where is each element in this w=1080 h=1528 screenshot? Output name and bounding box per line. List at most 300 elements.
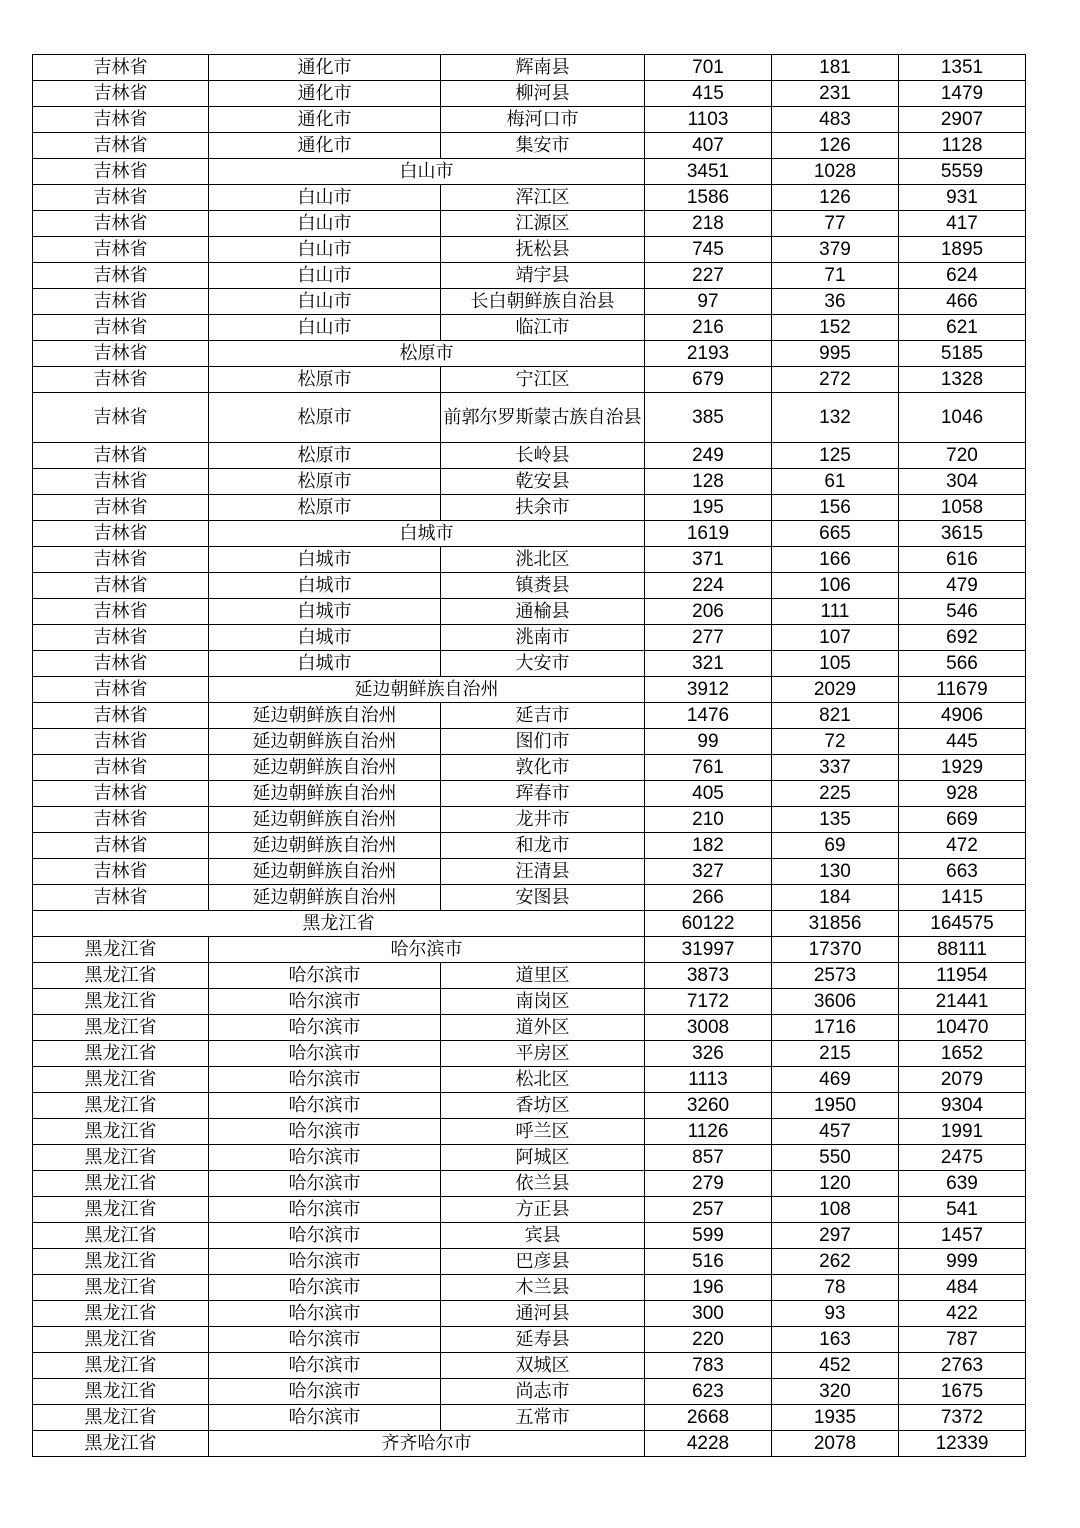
table-row (33, 677, 1026, 703)
province-cell: 吉林省 (33, 55, 209, 81)
value-cell-3: 931 (899, 185, 1026, 211)
value-cell-1: 210 (645, 807, 772, 833)
province-cell: 吉林省 (33, 107, 209, 133)
city-cell: 白山市 (209, 237, 441, 263)
province-cell: 黑龙江省 (33, 1093, 209, 1119)
table-row (33, 1067, 1026, 1093)
province-cell: 吉林省 (33, 237, 209, 263)
province-cell: 黑龙江省 (33, 937, 209, 963)
value-cell-1: 60122 (645, 911, 772, 937)
county-cell: 安图县 (441, 885, 645, 911)
value-cell-1: 97 (645, 289, 772, 315)
value-cell-3: 787 (899, 1327, 1026, 1353)
province-cell: 吉林省 (33, 289, 209, 315)
value-cell-3: 541 (899, 1197, 1026, 1223)
value-cell-3: 466 (899, 289, 1026, 315)
value-cell-3: 3615 (899, 521, 1026, 547)
county-cell: 柳河县 (441, 81, 645, 107)
table-row (33, 963, 1026, 989)
value-cell-3: 5185 (899, 341, 1026, 367)
value-cell-2: 215 (772, 1041, 899, 1067)
value-cell-2: 135 (772, 807, 899, 833)
value-cell-2: 71 (772, 263, 899, 289)
city-cell: 通化市 (209, 107, 441, 133)
table-row (33, 1197, 1026, 1223)
table-row (33, 547, 1026, 573)
statistics-table (32, 54, 1026, 1457)
city-cell: 延边朝鲜族自治州 (209, 703, 441, 729)
city-cell: 哈尔滨市 (209, 1275, 441, 1301)
value-cell-1: 279 (645, 1171, 772, 1197)
value-cell-3: 669 (899, 807, 1026, 833)
value-cell-1: 224 (645, 573, 772, 599)
value-cell-1: 1476 (645, 703, 772, 729)
province-cell: 吉林省 (33, 367, 209, 393)
province-cell: 吉林省 (33, 393, 209, 443)
county-cell: 呼兰区 (441, 1119, 645, 1145)
value-cell-2: 120 (772, 1171, 899, 1197)
value-cell-1: 206 (645, 599, 772, 625)
county-cell: 乾安县 (441, 469, 645, 495)
value-cell-2: 125 (772, 443, 899, 469)
table-row (33, 1249, 1026, 1275)
value-cell-3: 472 (899, 833, 1026, 859)
value-cell-2: 78 (772, 1275, 899, 1301)
province-cell: 吉林省 (33, 315, 209, 341)
city-cell: 延边朝鲜族自治州 (209, 781, 441, 807)
city-cell: 延边朝鲜族自治州 (209, 885, 441, 911)
value-cell-1: 516 (645, 1249, 772, 1275)
county-cell: 汪清县 (441, 859, 645, 885)
value-cell-1: 3260 (645, 1093, 772, 1119)
county-cell: 道外区 (441, 1015, 645, 1041)
value-cell-2: 272 (772, 367, 899, 393)
value-cell-3: 1652 (899, 1041, 1026, 1067)
city-cell: 哈尔滨市 (209, 1405, 441, 1431)
value-cell-1: 7172 (645, 989, 772, 1015)
county-cell: 江源区 (441, 211, 645, 237)
city-cell: 通化市 (209, 133, 441, 159)
city-cell: 哈尔滨市 (209, 1197, 441, 1223)
value-cell-2: 108 (772, 1197, 899, 1223)
value-cell-3: 164575 (899, 911, 1026, 937)
value-cell-2: 111 (772, 599, 899, 625)
value-cell-3: 2079 (899, 1067, 1026, 1093)
value-cell-1: 679 (645, 367, 772, 393)
city-total-cell: 白城市 (209, 521, 645, 547)
province-cell: 吉林省 (33, 159, 209, 185)
province-cell: 黑龙江省 (33, 1301, 209, 1327)
value-cell-2: 163 (772, 1327, 899, 1353)
value-cell-1: 277 (645, 625, 772, 651)
value-cell-1: 1126 (645, 1119, 772, 1145)
value-cell-3: 11679 (899, 677, 1026, 703)
table-row (33, 599, 1026, 625)
city-total-cell: 齐齐哈尔市 (209, 1431, 645, 1457)
value-cell-3: 720 (899, 443, 1026, 469)
province-cell: 吉林省 (33, 781, 209, 807)
value-cell-2: 1950 (772, 1093, 899, 1119)
value-cell-1: 2193 (645, 341, 772, 367)
city-cell: 哈尔滨市 (209, 1015, 441, 1041)
province-cell: 吉林省 (33, 443, 209, 469)
value-cell-1: 321 (645, 651, 772, 677)
value-cell-3: 639 (899, 1171, 1026, 1197)
county-cell: 平房区 (441, 1041, 645, 1067)
county-cell: 五常市 (441, 1405, 645, 1431)
city-cell: 延边朝鲜族自治州 (209, 807, 441, 833)
table-row (33, 1275, 1026, 1301)
table-row (33, 107, 1026, 133)
city-cell: 松原市 (209, 495, 441, 521)
county-cell: 双城区 (441, 1353, 645, 1379)
table-row (33, 393, 1026, 443)
value-cell-1: 99 (645, 729, 772, 755)
province-cell: 吉林省 (33, 81, 209, 107)
table-row (33, 211, 1026, 237)
county-cell: 临江市 (441, 315, 645, 341)
table-row (33, 1431, 1026, 1457)
province-cell: 黑龙江省 (33, 1379, 209, 1405)
province-cell: 黑龙江省 (33, 1223, 209, 1249)
value-cell-3: 10470 (899, 1015, 1026, 1041)
value-cell-3: 692 (899, 625, 1026, 651)
province-cell: 吉林省 (33, 703, 209, 729)
value-cell-1: 327 (645, 859, 772, 885)
city-total-cell: 松原市 (209, 341, 645, 367)
city-cell: 白城市 (209, 651, 441, 677)
table-row (33, 367, 1026, 393)
city-cell: 通化市 (209, 55, 441, 81)
value-cell-2: 469 (772, 1067, 899, 1093)
table-row (33, 159, 1026, 185)
value-cell-2: 72 (772, 729, 899, 755)
province-cell: 吉林省 (33, 651, 209, 677)
value-cell-2: 665 (772, 521, 899, 547)
province-cell: 黑龙江省 (33, 1145, 209, 1171)
province-cell: 吉林省 (33, 185, 209, 211)
province-cell: 黑龙江省 (33, 1353, 209, 1379)
county-cell: 龙井市 (441, 807, 645, 833)
city-cell: 白山市 (209, 315, 441, 341)
value-cell-1: 128 (645, 469, 772, 495)
table-row (33, 1145, 1026, 1171)
table-row (33, 55, 1026, 81)
value-cell-1: 371 (645, 547, 772, 573)
value-cell-1: 196 (645, 1275, 772, 1301)
value-cell-3: 88111 (899, 937, 1026, 963)
city-cell: 松原市 (209, 469, 441, 495)
value-cell-3: 12339 (899, 1431, 1026, 1457)
county-cell: 依兰县 (441, 1171, 645, 1197)
province-cell: 黑龙江省 (33, 989, 209, 1015)
table-row (33, 1405, 1026, 1431)
county-cell: 靖宇县 (441, 263, 645, 289)
table-row (33, 703, 1026, 729)
table-row (33, 469, 1026, 495)
value-cell-3: 21441 (899, 989, 1026, 1015)
value-cell-1: 3451 (645, 159, 772, 185)
table-row (33, 1171, 1026, 1197)
value-cell-2: 821 (772, 703, 899, 729)
value-cell-1: 227 (645, 263, 772, 289)
value-cell-3: 566 (899, 651, 1026, 677)
table-row (33, 755, 1026, 781)
value-cell-1: 599 (645, 1223, 772, 1249)
value-cell-2: 93 (772, 1301, 899, 1327)
city-cell: 延边朝鲜族自治州 (209, 859, 441, 885)
table-row (33, 521, 1026, 547)
value-cell-2: 379 (772, 237, 899, 263)
value-cell-3: 1058 (899, 495, 1026, 521)
value-cell-2: 337 (772, 755, 899, 781)
county-cell: 图们市 (441, 729, 645, 755)
value-cell-1: 761 (645, 755, 772, 781)
city-cell: 哈尔滨市 (209, 1041, 441, 1067)
county-cell: 长岭县 (441, 443, 645, 469)
value-cell-1: 2668 (645, 1405, 772, 1431)
county-cell: 通河县 (441, 1301, 645, 1327)
county-cell: 通榆县 (441, 599, 645, 625)
table-row (33, 807, 1026, 833)
value-cell-1: 195 (645, 495, 772, 521)
province-cell: 吉林省 (33, 521, 209, 547)
province-cell: 吉林省 (33, 807, 209, 833)
county-cell: 洮北区 (441, 547, 645, 573)
county-cell: 抚松县 (441, 237, 645, 263)
table-row (33, 81, 1026, 107)
value-cell-1: 415 (645, 81, 772, 107)
value-cell-2: 152 (772, 315, 899, 341)
table-row (33, 1015, 1026, 1041)
value-cell-1: 1586 (645, 185, 772, 211)
table-row (33, 1041, 1026, 1067)
value-cell-3: 1046 (899, 393, 1026, 443)
value-cell-3: 422 (899, 1301, 1026, 1327)
table-row (33, 651, 1026, 677)
value-cell-1: 182 (645, 833, 772, 859)
value-cell-3: 663 (899, 859, 1026, 885)
value-cell-3: 1415 (899, 885, 1026, 911)
county-cell: 大安市 (441, 651, 645, 677)
county-cell: 浑江区 (441, 185, 645, 211)
table-body (33, 55, 1026, 1457)
city-cell: 松原市 (209, 367, 441, 393)
value-cell-3: 1479 (899, 81, 1026, 107)
value-cell-1: 31997 (645, 937, 772, 963)
province-cell: 黑龙江省 (33, 1249, 209, 1275)
table-row (33, 341, 1026, 367)
city-cell: 哈尔滨市 (209, 1249, 441, 1275)
province-cell: 黑龙江省 (33, 1275, 209, 1301)
table-row (33, 1379, 1026, 1405)
value-cell-3: 479 (899, 573, 1026, 599)
value-cell-1: 857 (645, 1145, 772, 1171)
province-cell: 黑龙江省 (33, 1197, 209, 1223)
value-cell-3: 2907 (899, 107, 1026, 133)
city-cell: 白山市 (209, 289, 441, 315)
value-cell-2: 181 (772, 55, 899, 81)
table-row (33, 495, 1026, 521)
province-cell: 吉林省 (33, 547, 209, 573)
city-cell: 白城市 (209, 547, 441, 573)
value-cell-2: 320 (772, 1379, 899, 1405)
province-cell: 吉林省 (33, 211, 209, 237)
value-cell-1: 385 (645, 393, 772, 443)
value-cell-1: 3873 (645, 963, 772, 989)
value-cell-2: 995 (772, 341, 899, 367)
province-cell: 黑龙江省 (33, 1041, 209, 1067)
value-cell-2: 77 (772, 211, 899, 237)
value-cell-2: 184 (772, 885, 899, 911)
value-cell-3: 445 (899, 729, 1026, 755)
province-cell: 黑龙江省 (33, 1171, 209, 1197)
province-cell: 吉林省 (33, 755, 209, 781)
county-cell: 道里区 (441, 963, 645, 989)
county-cell: 延吉市 (441, 703, 645, 729)
value-cell-2: 483 (772, 107, 899, 133)
value-cell-2: 132 (772, 393, 899, 443)
city-cell: 哈尔滨市 (209, 1327, 441, 1353)
city-total-cell: 延边朝鲜族自治州 (209, 677, 645, 703)
value-cell-2: 225 (772, 781, 899, 807)
value-cell-2: 61 (772, 469, 899, 495)
county-cell: 辉南县 (441, 55, 645, 81)
province-cell: 吉林省 (33, 677, 209, 703)
value-cell-3: 1675 (899, 1379, 1026, 1405)
value-cell-2: 550 (772, 1145, 899, 1171)
value-cell-1: 3008 (645, 1015, 772, 1041)
table-row (33, 237, 1026, 263)
value-cell-2: 107 (772, 625, 899, 651)
value-cell-1: 4228 (645, 1431, 772, 1457)
value-cell-3: 928 (899, 781, 1026, 807)
value-cell-2: 36 (772, 289, 899, 315)
city-cell: 白城市 (209, 625, 441, 651)
province-cell: 黑龙江省 (33, 1327, 209, 1353)
county-cell: 宁江区 (441, 367, 645, 393)
table-row (33, 185, 1026, 211)
province-cell: 吉林省 (33, 573, 209, 599)
table-row (33, 781, 1026, 807)
value-cell-3: 999 (899, 1249, 1026, 1275)
value-cell-3: 9304 (899, 1093, 1026, 1119)
city-cell: 哈尔滨市 (209, 1119, 441, 1145)
county-cell: 延寿县 (441, 1327, 645, 1353)
value-cell-1: 701 (645, 55, 772, 81)
table-row (33, 1223, 1026, 1249)
value-cell-1: 300 (645, 1301, 772, 1327)
value-cell-3: 5559 (899, 159, 1026, 185)
province-cell: 吉林省 (33, 833, 209, 859)
value-cell-3: 417 (899, 211, 1026, 237)
value-cell-2: 126 (772, 133, 899, 159)
value-cell-3: 1328 (899, 367, 1026, 393)
county-cell: 阿城区 (441, 1145, 645, 1171)
value-cell-2: 3606 (772, 989, 899, 1015)
value-cell-1: 257 (645, 1197, 772, 1223)
table-row (33, 989, 1026, 1015)
county-cell: 松北区 (441, 1067, 645, 1093)
city-cell: 哈尔滨市 (209, 989, 441, 1015)
table-row (33, 885, 1026, 911)
value-cell-3: 4906 (899, 703, 1026, 729)
province-total-cell: 黑龙江省 (33, 911, 645, 937)
province-cell: 黑龙江省 (33, 1431, 209, 1457)
province-cell: 吉林省 (33, 859, 209, 885)
province-cell: 黑龙江省 (33, 963, 209, 989)
province-cell: 吉林省 (33, 133, 209, 159)
table-row (33, 1301, 1026, 1327)
value-cell-1: 3912 (645, 677, 772, 703)
county-cell: 洮南市 (441, 625, 645, 651)
value-cell-2: 1716 (772, 1015, 899, 1041)
value-cell-3: 7372 (899, 1405, 1026, 1431)
value-cell-1: 216 (645, 315, 772, 341)
city-cell: 哈尔滨市 (209, 1301, 441, 1327)
county-cell: 尚志市 (441, 1379, 645, 1405)
county-cell: 和龙市 (441, 833, 645, 859)
value-cell-3: 484 (899, 1275, 1026, 1301)
table-row (33, 443, 1026, 469)
province-cell: 吉林省 (33, 599, 209, 625)
city-cell: 延边朝鲜族自治州 (209, 833, 441, 859)
value-cell-1: 1113 (645, 1067, 772, 1093)
table-row (33, 1119, 1026, 1145)
table-row (33, 573, 1026, 599)
city-cell: 延边朝鲜族自治州 (209, 729, 441, 755)
value-cell-2: 262 (772, 1249, 899, 1275)
table-row (33, 1327, 1026, 1353)
city-cell: 哈尔滨市 (209, 1145, 441, 1171)
province-cell: 吉林省 (33, 469, 209, 495)
city-cell: 白山市 (209, 263, 441, 289)
value-cell-3: 546 (899, 599, 1026, 625)
county-cell: 集安市 (441, 133, 645, 159)
city-cell: 哈尔滨市 (209, 1171, 441, 1197)
province-cell: 吉林省 (33, 495, 209, 521)
value-cell-3: 624 (899, 263, 1026, 289)
city-total-cell: 白山市 (209, 159, 645, 185)
value-cell-1: 266 (645, 885, 772, 911)
value-cell-3: 2763 (899, 1353, 1026, 1379)
table-row (33, 315, 1026, 341)
city-cell: 松原市 (209, 393, 441, 443)
value-cell-1: 218 (645, 211, 772, 237)
city-cell: 白城市 (209, 599, 441, 625)
city-cell: 哈尔滨市 (209, 1093, 441, 1119)
value-cell-1: 405 (645, 781, 772, 807)
county-cell: 宾县 (441, 1223, 645, 1249)
value-cell-1: 249 (645, 443, 772, 469)
document-table-wrapper (32, 54, 1026, 1457)
table-row (33, 263, 1026, 289)
value-cell-2: 452 (772, 1353, 899, 1379)
county-cell: 梅河口市 (441, 107, 645, 133)
value-cell-2: 17370 (772, 937, 899, 963)
county-cell: 珲春市 (441, 781, 645, 807)
city-cell: 松原市 (209, 443, 441, 469)
county-cell: 前郭尔罗斯蒙古族自治县 (441, 393, 645, 443)
county-cell: 扶余市 (441, 495, 645, 521)
value-cell-3: 2475 (899, 1145, 1026, 1171)
city-cell: 哈尔滨市 (209, 963, 441, 989)
city-cell: 哈尔滨市 (209, 1353, 441, 1379)
value-cell-3: 1991 (899, 1119, 1026, 1145)
value-cell-3: 621 (899, 315, 1026, 341)
value-cell-3: 616 (899, 547, 1026, 573)
table-row (33, 833, 1026, 859)
